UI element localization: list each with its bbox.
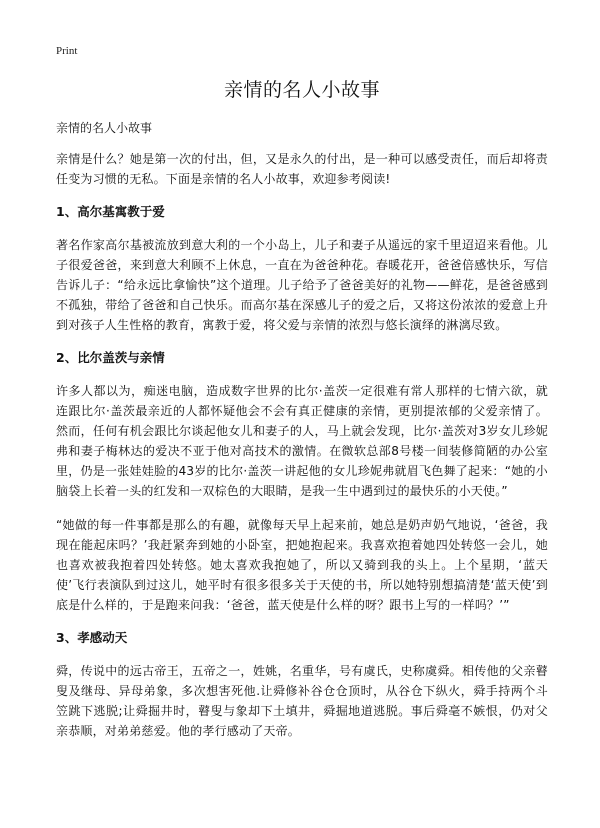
section-heading-3: 3、孝感动天 xyxy=(56,630,128,645)
print-label: Print xyxy=(56,45,78,57)
section-heading-1: 1、高尔基寓教于爱 xyxy=(56,204,165,219)
intro-paragraph: 亲情是什么？她是第一次的付出，但，又是永久的付出，是一种可以感受责任，而后却将责任变为习惯的无私。下面是亲情的名人小故事，欢迎参考阅读! xyxy=(56,152,548,186)
page-title: 亲情的名人小故事 xyxy=(223,79,380,101)
section-3-paragraph-1: 舜，传说中的远古帝王，五帝之一，姓姚，名重华，号有虞氏，史称虞舜。相传他的父亲瞽叟及继母、异母弟象，多次想害死他.让舜修补谷仓仓顶时，从谷仓下纵火，舜手持两个斗笠跳下逃脱;让舜掘井时，瞽叟与象却下土填井，舜掘地道逃脱。事后舜毫不嫉恨，仍对父亲恭顺，对弟弟慈爱。他的孝行感动了天帝。 xyxy=(56,664,548,738)
section-heading-2: 2、比尔盖茨与亲情 xyxy=(56,350,165,365)
section-1-paragraph-1: 著名作家高尔基被流放到意大利的一个小岛上，儿子和妻子从遥远的家千里迢迢来看他。儿子很爱爸爸，来到意大利顾不上休息，一直在为爸爸种花。春暖花开，爸爸倍感快乐，写信告诉儿子：“给永远比拿愉快”这个道理。儿子给予了爸爸美好的礼物——鲜花，是爸爸感到不孤独，带给了爸爸和自己快乐。而高尔基在深感儿子的爱之后，又将这份浓浓的爱意上升到对孩子人生性格的教育，寓教于爱，将父爱与亲情的浓烈与悠长演绎的淋漓尽致。 xyxy=(56,238,548,332)
section-2-paragraph-2: “她做的每一件事都是那么的有趣，就像每天早上起来前，她总是奶声奶气地说，‘爸爸，我现在能起床吗？’我赶紧奔到她的小卧室，把她抱起来。我喜欢抱着她四处转悠一会儿，她也喜欢被我抱着四处转悠。她太喜欢我抱她了，所以又骑到我的头上。上个星期，‘蓝天使’飞行表演队到过这儿，她平时有很多很多关于天使的书，所以她特别想搞清楚‘蓝天使’到底是什么样的，于是跑来问我：‘爸爸，蓝天使是什么样的呀？跟书上写的一样吗？’” xyxy=(56,518,548,612)
document-subtitle: 亲情的名人小故事 xyxy=(56,121,153,135)
section-2-paragraph-1: 许多人都以为，痴迷电脑，造成数字世界的比尔·盖茨一定很难有常人那样的七情六欲，就连跟比尔·盖茨最亲近的人都怀疑他会不会有真正健康的亲情，更别提浓郁的父爱亲情了。然而，任何有机会跟比尔谈起他女儿和妻子的人，马上就会发现，比尔·盖茨对3岁女儿珍妮弗和妻子梅林达的爱决不亚于他对高技术的激情。在微软总部8号楼一间装修简陋的办公室里，仍是一张娃娃脸的43岁的比尔·盖茨一讲起他的女儿珍妮弗就眉飞色舞了起来：“她的小脑袋上长着一头的红发和一双棕色的大眼睛，是我一生中遇到过的最快乐的小天使。” xyxy=(56,384,548,498)
